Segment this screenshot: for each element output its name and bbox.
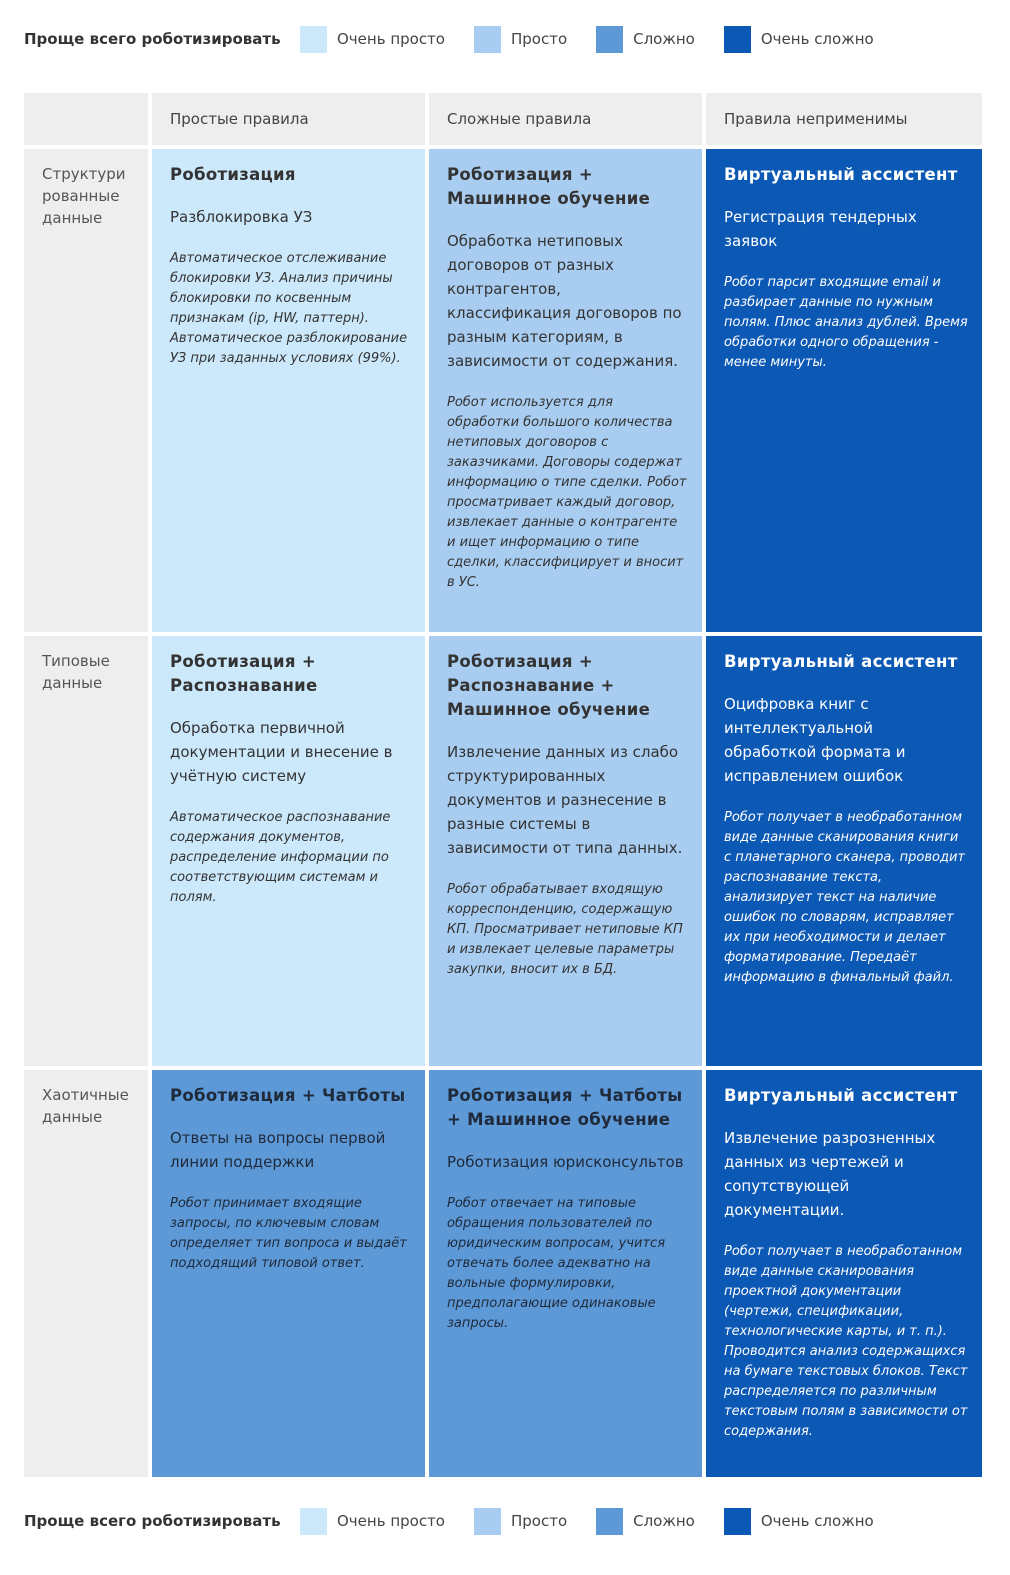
cell-note: Робот обрабатывает входящую корреспонденцию, содержащую КП. Просматривает нетиповые КП и извлекает целевые параметры закупки, вносит их в БД. [447, 882, 683, 977]
cell-note: Робот принимает входящие запросы, по ключевым словам определяет тип вопроса и выдаёт подходящий типовой ответ. [170, 1196, 407, 1271]
legend-label: Очень сложно [760, 1512, 874, 1530]
cell-note: Робот получает в необработанном виде данные сканирования проектной документации (чертежи, спецификации, технологические карты, и т. п.). Проводится анализ содержащихся на бумаге текстовых блоков. Текст распределяется по различным текстовым полям в зависимости от содержания. [724, 1244, 968, 1439]
legend-swatch [300, 1508, 327, 1535]
cell-title: Роботизация + Чатботы [170, 1086, 406, 1105]
legend-label: Очень просто [337, 1512, 445, 1530]
matrix-cell [152, 1070, 425, 1477]
header-corner [24, 93, 148, 145]
legend-label: Очень просто [337, 30, 445, 48]
legend-title: Проще всего роботизировать [24, 1512, 281, 1530]
cell-note: Робот используется для обработки большого количества нетиповых договоров с заказчиками. Договоры содержат информацию о типе сделки. Робот просматривает каждый договор, извлекает данные о контрагенте и ищет информацию о типе сделки, классифицирует и вносит в УС. [447, 395, 687, 590]
legend-swatch [724, 26, 751, 53]
cell-note: Автоматическое отслеживание блокировки УЗ. Анализ причины блокировки по косвенным признакам (ip, HW, паттерн). Автоматическое разблокирование УЗ при заданных условиях (99%). [170, 251, 408, 366]
legend-item-very-hard [724, 26, 874, 53]
legend-bottom [24, 1507, 902, 1535]
legend-title: Проще всего роботизировать [24, 30, 281, 48]
row-label-typical: Типовые данные [24, 636, 148, 1066]
cell-description: Обработка нетиповых договоров от разных контрагентов, классификация договоров по разным категориям, в зависимости от содержания. [447, 232, 682, 370]
legend-label: Сложно [633, 1512, 695, 1530]
row-label-structured: Структури рованные данные [24, 149, 148, 632]
legend-swatch [300, 26, 327, 53]
cell-description: Ответы на вопросы первой линии поддержки [170, 1129, 386, 1171]
column-header-complex-rules: Сложные правила [429, 93, 702, 145]
cell-title: Роботизация + Машинное обучение [447, 165, 651, 208]
legend-item-easy [474, 26, 567, 53]
cell-description: Роботизация юрисконсультов [447, 1153, 684, 1171]
matrix-cell [429, 149, 702, 632]
cell-note: Робот получает в необработанном виде данные сканирования книги с планетарного сканера, проводит распознавание текста, анализирует текст на наличие ошибок по словарям, исправляет их при необходимости и делает форматирование. Передаёт информацию в финальный файл. [724, 810, 965, 985]
cell-note: Робот отвечает на типовые обращения пользователей по юридическим вопросам, учится отвечать более адекватно на вольные формулировки, предполагающие одинаковые запросы. [447, 1196, 666, 1331]
legend-swatch [596, 26, 623, 53]
matrix-cell [706, 636, 982, 1066]
legend-swatch [596, 1508, 623, 1535]
cell-description: Разблокировка УЗ [170, 208, 313, 226]
legend-item-hard [596, 1508, 695, 1535]
cell-title: Виртуальный ассистент [724, 1086, 958, 1105]
cell-title: Виртуальный ассистент [724, 165, 958, 184]
legend-swatch [474, 1508, 501, 1535]
cell-title: Роботизация [170, 165, 296, 184]
matrix-cell [706, 1070, 982, 1477]
legend-label: Очень сложно [760, 30, 874, 48]
matrix-cell [429, 1070, 702, 1477]
cell-description: Регистрация тендерных заявок [724, 208, 917, 250]
legend-label: Сложно [633, 30, 695, 48]
cell-title: Роботизация + Распознавание + Машинное обучение [447, 652, 651, 719]
cell-description: Оцифровка книг с интеллектуальной обработкой формата и исправлением ошибок [724, 695, 906, 785]
cell-description: Обработка первичной документации и внесение в учётную систему [170, 719, 393, 785]
legend-item-very-hard [724, 1508, 874, 1535]
legend-item-hard [596, 26, 695, 53]
matrix-cell [152, 636, 425, 1066]
cell-title: Виртуальный ассистент [724, 652, 958, 671]
cell-description: Извлечение разрозненных данных из чертежей и сопутствующей документации. [724, 1129, 936, 1219]
matrix-table [24, 93, 982, 1477]
legend-label: Просто [510, 1512, 568, 1530]
matrix-cell [429, 636, 702, 1066]
legend-item-very-easy [300, 1508, 445, 1535]
legend-swatch [474, 26, 501, 53]
cell-title: Роботизация + Чатботы + Машинное обучение [447, 1086, 683, 1129]
legend-item-very-easy [300, 26, 445, 53]
matrix-cell [152, 149, 425, 632]
matrix-cell [706, 149, 982, 632]
legend-top [24, 25, 902, 53]
legend-item-easy [474, 1508, 567, 1535]
row-label-chaotic: Хаотичные данные [24, 1070, 148, 1477]
column-header-no-rules: Правила неприменимы [706, 93, 982, 145]
legend-swatch [724, 1508, 751, 1535]
cell-description: Извлечение данных из слабо структурированных документов и разнесение в разные системы в зависимости от типа данных. [447, 743, 683, 857]
cell-title: Роботизация + Распознавание [170, 652, 318, 695]
cell-note: Робот парсит входящие email и разбирает данные по нужным полям. Плюс анализ дублей. Время обработки одного обращения - менее минуты. [724, 275, 968, 370]
cell-note: Автоматическое распознавание содержания документов, распределение информации по соответствующим системам и полям. [170, 810, 391, 905]
legend-label: Просто [510, 30, 568, 48]
column-header-simple-rules: Простые правила [152, 93, 425, 145]
